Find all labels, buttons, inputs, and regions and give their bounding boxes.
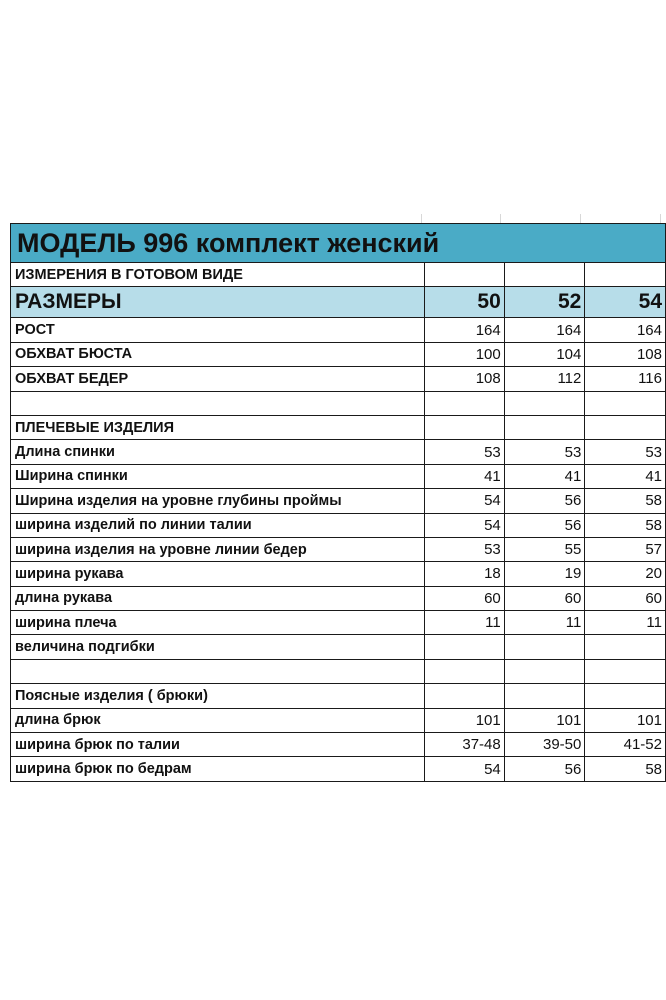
row-value <box>425 391 505 415</box>
row-label: Ширина спинки <box>11 464 425 488</box>
table-cell <box>425 263 505 287</box>
table-row <box>11 635 666 659</box>
table-row <box>11 342 666 366</box>
row-value: 60 <box>425 586 505 610</box>
table-row <box>11 391 666 415</box>
row-value: 58 <box>585 489 666 513</box>
row-value: 41 <box>425 464 505 488</box>
row-value <box>504 659 585 683</box>
row-value: 108 <box>585 342 666 366</box>
row-label: ширина изделия на уровне линии бедер <box>11 537 425 561</box>
row-label <box>11 391 425 415</box>
row-label: ширина рукава <box>11 562 425 586</box>
row-value: 164 <box>585 318 666 342</box>
row-value: 56 <box>504 757 585 781</box>
row-value: 54 <box>425 489 505 513</box>
row-value: 41 <box>585 464 666 488</box>
row-value: 18 <box>425 562 505 586</box>
row-value: 11 <box>425 611 505 635</box>
row-value <box>585 415 666 439</box>
sizes-row <box>11 287 666 318</box>
table-row <box>11 440 666 464</box>
table-row <box>11 367 666 391</box>
row-value: 60 <box>504 586 585 610</box>
table-cell <box>585 263 666 287</box>
table-row <box>11 513 666 537</box>
row-value: 41-52 <box>585 733 666 757</box>
row-value <box>425 415 505 439</box>
row-label: ПЛЕЧЕВЫЕ ИЗДЕЛИЯ <box>11 415 425 439</box>
row-value: 19 <box>504 562 585 586</box>
size-54: 54 <box>585 287 666 318</box>
row-label: РОСТ <box>11 318 425 342</box>
row-label: ширина брюк по талии <box>11 733 425 757</box>
row-value <box>504 415 585 439</box>
sizes-label: РАЗМЕРЫ <box>11 287 425 318</box>
size-50: 50 <box>425 287 505 318</box>
table-row <box>11 757 666 781</box>
row-label: величина подгибки <box>11 635 425 659</box>
size-52: 52 <box>504 287 585 318</box>
row-value: 11 <box>504 611 585 635</box>
row-value: 37-48 <box>425 733 505 757</box>
row-value: 20 <box>585 562 666 586</box>
table-row <box>11 611 666 635</box>
row-value: 53 <box>504 440 585 464</box>
row-value: 60 <box>585 586 666 610</box>
row-value: 53 <box>425 537 505 561</box>
row-value: 57 <box>585 537 666 561</box>
row-label: ОБХВАТ БЕДЕР <box>11 367 425 391</box>
row-value: 104 <box>504 342 585 366</box>
row-label: Поясные изделия ( брюки) <box>11 684 425 708</box>
row-value: 58 <box>585 513 666 537</box>
row-value: 164 <box>504 318 585 342</box>
table-row <box>11 537 666 561</box>
row-label: Ширина изделия на уровне глубины проймы <box>11 489 425 513</box>
row-value <box>585 684 666 708</box>
table-title: МОДЕЛЬ 996 комплект женский <box>11 224 666 263</box>
row-value: 101 <box>504 708 585 732</box>
title-row <box>11 224 666 263</box>
row-value <box>585 659 666 683</box>
table-row <box>11 562 666 586</box>
row-value: 108 <box>425 367 505 391</box>
table-cell <box>504 263 585 287</box>
row-value: 56 <box>504 489 585 513</box>
row-value: 101 <box>585 708 666 732</box>
row-label: длина рукава <box>11 586 425 610</box>
row-value <box>504 684 585 708</box>
size-chart-table <box>10 223 666 782</box>
row-value: 54 <box>425 513 505 537</box>
table-row <box>11 415 666 439</box>
table-row <box>11 586 666 610</box>
row-value: 11 <box>585 611 666 635</box>
row-value: 55 <box>504 537 585 561</box>
table-row <box>11 489 666 513</box>
subtitle-row <box>11 263 666 287</box>
row-label <box>11 659 425 683</box>
row-value <box>585 391 666 415</box>
row-value <box>504 391 585 415</box>
row-label: ширина плеча <box>11 611 425 635</box>
row-value: 164 <box>425 318 505 342</box>
row-value: 100 <box>425 342 505 366</box>
row-value <box>425 635 505 659</box>
row-value: 54 <box>425 757 505 781</box>
table-row <box>11 464 666 488</box>
table-row <box>11 659 666 683</box>
row-value: 101 <box>425 708 505 732</box>
table-row <box>11 684 666 708</box>
row-value <box>504 635 585 659</box>
table-subtitle: ИЗМЕРЕНИЯ В ГОТОВОМ ВИДЕ <box>11 263 425 287</box>
row-value: 58 <box>585 757 666 781</box>
row-value <box>425 659 505 683</box>
row-value <box>425 684 505 708</box>
row-label: Длина спинки <box>11 440 425 464</box>
row-label: ширина брюк по бедрам <box>11 757 425 781</box>
row-value: 56 <box>504 513 585 537</box>
table-row <box>11 708 666 732</box>
table-row <box>11 318 666 342</box>
row-value: 116 <box>585 367 666 391</box>
row-label: ширина изделий по линии талии <box>11 513 425 537</box>
row-value: 112 <box>504 367 585 391</box>
row-value: 53 <box>585 440 666 464</box>
row-label: ОБХВАТ БЮСТА <box>11 342 425 366</box>
row-value: 53 <box>425 440 505 464</box>
row-value: 41 <box>504 464 585 488</box>
row-value <box>585 635 666 659</box>
table-row <box>11 733 666 757</box>
row-label: длина брюк <box>11 708 425 732</box>
row-value: 39-50 <box>504 733 585 757</box>
